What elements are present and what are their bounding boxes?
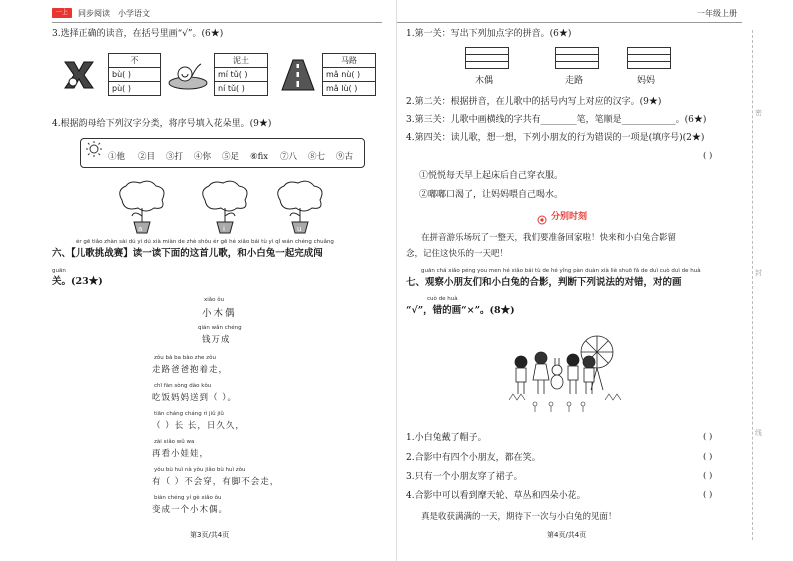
q3-option[interactable]: ní tǔ( ) (215, 82, 268, 96)
road-letter-a-icon (280, 58, 316, 92)
letter-x-icon (62, 58, 96, 92)
right-page (397, 0, 793, 561)
intro-line: 念，记住这快乐的一天吧！ (406, 249, 509, 259)
grade-label: 一年级上册 (697, 9, 737, 18)
q4-char-3: ③打 (166, 152, 184, 162)
poem-line: 再看小娃娃， (152, 449, 210, 459)
q3-table-3 (322, 53, 376, 96)
seal-line (752, 30, 753, 540)
q4-char-5: ⑤足 (222, 152, 240, 162)
flower-pot-i[interactable] (195, 180, 255, 238)
section-title: 分别时刻 (551, 212, 588, 222)
poem-line[interactable]: 有（ ）不会穿，有脚不会走， (152, 477, 280, 487)
poem-line-pinyin: biàn chéng yí gè xiǎo ǒu (154, 495, 222, 501)
poem-title: 小木偶 (202, 308, 237, 319)
left-page (0, 0, 396, 561)
q4-option: ②嘟嘟口渴了，让妈妈喂自己喝水。 (419, 190, 564, 200)
target-icon (537, 210, 547, 229)
poem-line-pinyin: zǒu bà ba bào zhe zǒu (154, 355, 216, 361)
q4-char-6: ⑥fix (250, 152, 269, 162)
q3-head: 不 (109, 54, 161, 68)
q7-pinyin: guān chá xiǎo péng you men hé xiǎo bái tù de hé yǐng pàn duàn xià liè shuō fǎ de duì cuò duì de huà (421, 268, 701, 274)
poem-line: 变成一个小木偶。 (152, 505, 229, 515)
q7-title: 七、观察小朋友们和小白兔的合影，判断下列说法的对错，对的画 (406, 277, 682, 288)
seal-char: 线 (755, 429, 762, 437)
flower-pot-a[interactable] (112, 180, 172, 238)
pinyin-writing-box[interactable] (627, 47, 671, 69)
group-photo-illustration (505, 330, 625, 418)
flower-label: i (223, 225, 225, 233)
poem-line[interactable]: （ ）长 长，日久久， (152, 421, 245, 431)
q3-option[interactable]: mǎ lù( ) (323, 82, 376, 96)
statement-answer[interactable]: ( ) (703, 432, 713, 442)
q3-option[interactable]: pù( ) (109, 82, 161, 96)
q4-char-2: ②目 (138, 152, 156, 162)
poem-line-pinyin: tiān cháng cháng rì jiǔ jiǔ (154, 411, 224, 417)
page-number: 第3页/共4页 (190, 531, 230, 539)
series-badge: 一上 (52, 8, 72, 18)
q3-table-1 (108, 53, 161, 96)
q3-option[interactable]: bù( ) (109, 68, 161, 82)
flower-pot-u[interactable] (270, 180, 330, 238)
q4-option: ①悦悦每天早上起床后自己穿衣服。 (419, 171, 564, 181)
pinyin-writing-box[interactable] (465, 47, 509, 69)
q7-title-2: “√”，错的画“×”。(8★) (406, 305, 515, 316)
statement-answer[interactable]: ( ) (703, 471, 713, 481)
q4-char-4: ④你 (194, 152, 212, 162)
q1-title: 1.第一关：写出下列加点字的拼音。(6★) (406, 29, 572, 39)
q1-word: 妈妈 (637, 76, 656, 86)
q4-char-7: ⑦八 (280, 152, 298, 162)
poem-line-pinyin: zài xiǎo wǔ wa (154, 439, 195, 445)
poem-line: 走路爸爸抱着走， (152, 365, 229, 375)
poem-author-pinyin: qián wǎn chéng (198, 325, 242, 331)
q3-option[interactable]: mí tǔ( ) (215, 68, 268, 82)
q2-title: 2.第二关：根据拼音，在儿歌中的括号内写上对应的汉字。(9★) (406, 97, 662, 107)
page-number: 第4页/共4页 (547, 531, 587, 539)
q6-title-2: 关。(23★) (52, 276, 103, 287)
q1-word: 木偶 (475, 76, 494, 86)
sun-icon (86, 141, 102, 161)
q4-char-1: ①他 (108, 152, 126, 162)
q3-table-2 (214, 53, 268, 96)
statement: 1.小白兔戴了帽子。 (406, 433, 487, 443)
poem-author: 钱万成 (202, 335, 231, 345)
q6-title: 六、【儿歌挑战赛】读一读下面的这首儿歌，和小白兔一起完成闯 (52, 248, 323, 259)
q3-title[interactable]: 3.第三关：儿歌中画横线的字共有________笔，笔顺是____________。(6★) (406, 115, 707, 125)
poem-title-pinyin: xiǎo ǒu (204, 297, 225, 303)
statement: 4.合影中可以看到摩天轮、草丛和四朵小花。 (406, 491, 586, 501)
q3-head: 泥土 (215, 54, 268, 68)
poem-line[interactable]: 吃饭妈妈送到（ ）。 (152, 393, 237, 403)
mud-snail-icon (167, 58, 209, 92)
q3-option[interactable]: mǎ nù( ) (323, 68, 376, 82)
intro-line: 在拼音游乐场玩了一整天，我们要准备回家啦！快来和小白兔合影留 (421, 233, 677, 243)
header-rule (52, 22, 382, 23)
statement: 2.合影中有四个小朋友，都在笑。 (406, 453, 541, 463)
q4-char-9: ⑨古 (336, 152, 354, 162)
q6-pinyin-2: guān (52, 268, 66, 274)
q6-pinyin: ér gē tiǎo zhàn sài dú yi dú xià miàn de zhè shǒu ér gē hé xiǎo bái tù yì qǐ wán chéng chuǎng (76, 239, 334, 245)
closing-text: 真是收获满满的一天，期待下一次与小白兔的见面！ (421, 512, 617, 522)
q4-char-8: ⑧七 (308, 152, 326, 162)
poem-line-pinyin: chī fàn sòng dào kǒu (154, 383, 212, 389)
pinyin-writing-box[interactable] (555, 47, 599, 69)
statement-answer[interactable]: ( ) (703, 490, 713, 500)
flower-label: a (138, 225, 143, 233)
q4-title: 4.第四关：读儿歌，想一想，下列小朋友的行为错误的一项是(填序号)(2★) (406, 133, 705, 143)
q3-head: 马路 (323, 54, 376, 68)
subject-name: 小学语文 (118, 9, 150, 18)
q7-pinyin-2: cuò de huà (427, 296, 458, 302)
poem-line-pinyin: yǒu bù huì nà yǒu jiǎo bù huì zǒu (154, 467, 246, 473)
q1-word: 走路 (565, 76, 584, 86)
statement: 3.只有一个小朋友穿了裙子。 (406, 472, 523, 482)
seal-char: 密 (755, 109, 762, 117)
header-rule (397, 22, 742, 23)
seal-char: 封 (755, 269, 762, 277)
q3-title: 3.选择正确的读音，在括号里画“√”。(6★) (52, 29, 224, 39)
series-name: 同步阅读 (78, 9, 110, 18)
flower-label: u (297, 225, 302, 233)
q4-answer-blank[interactable]: ( ) (703, 151, 713, 161)
q4-title: 4.根据韵母给下列汉字分类，将序号填入花朵里。(9★) (52, 119, 272, 129)
statement-answer[interactable]: ( ) (703, 452, 713, 462)
